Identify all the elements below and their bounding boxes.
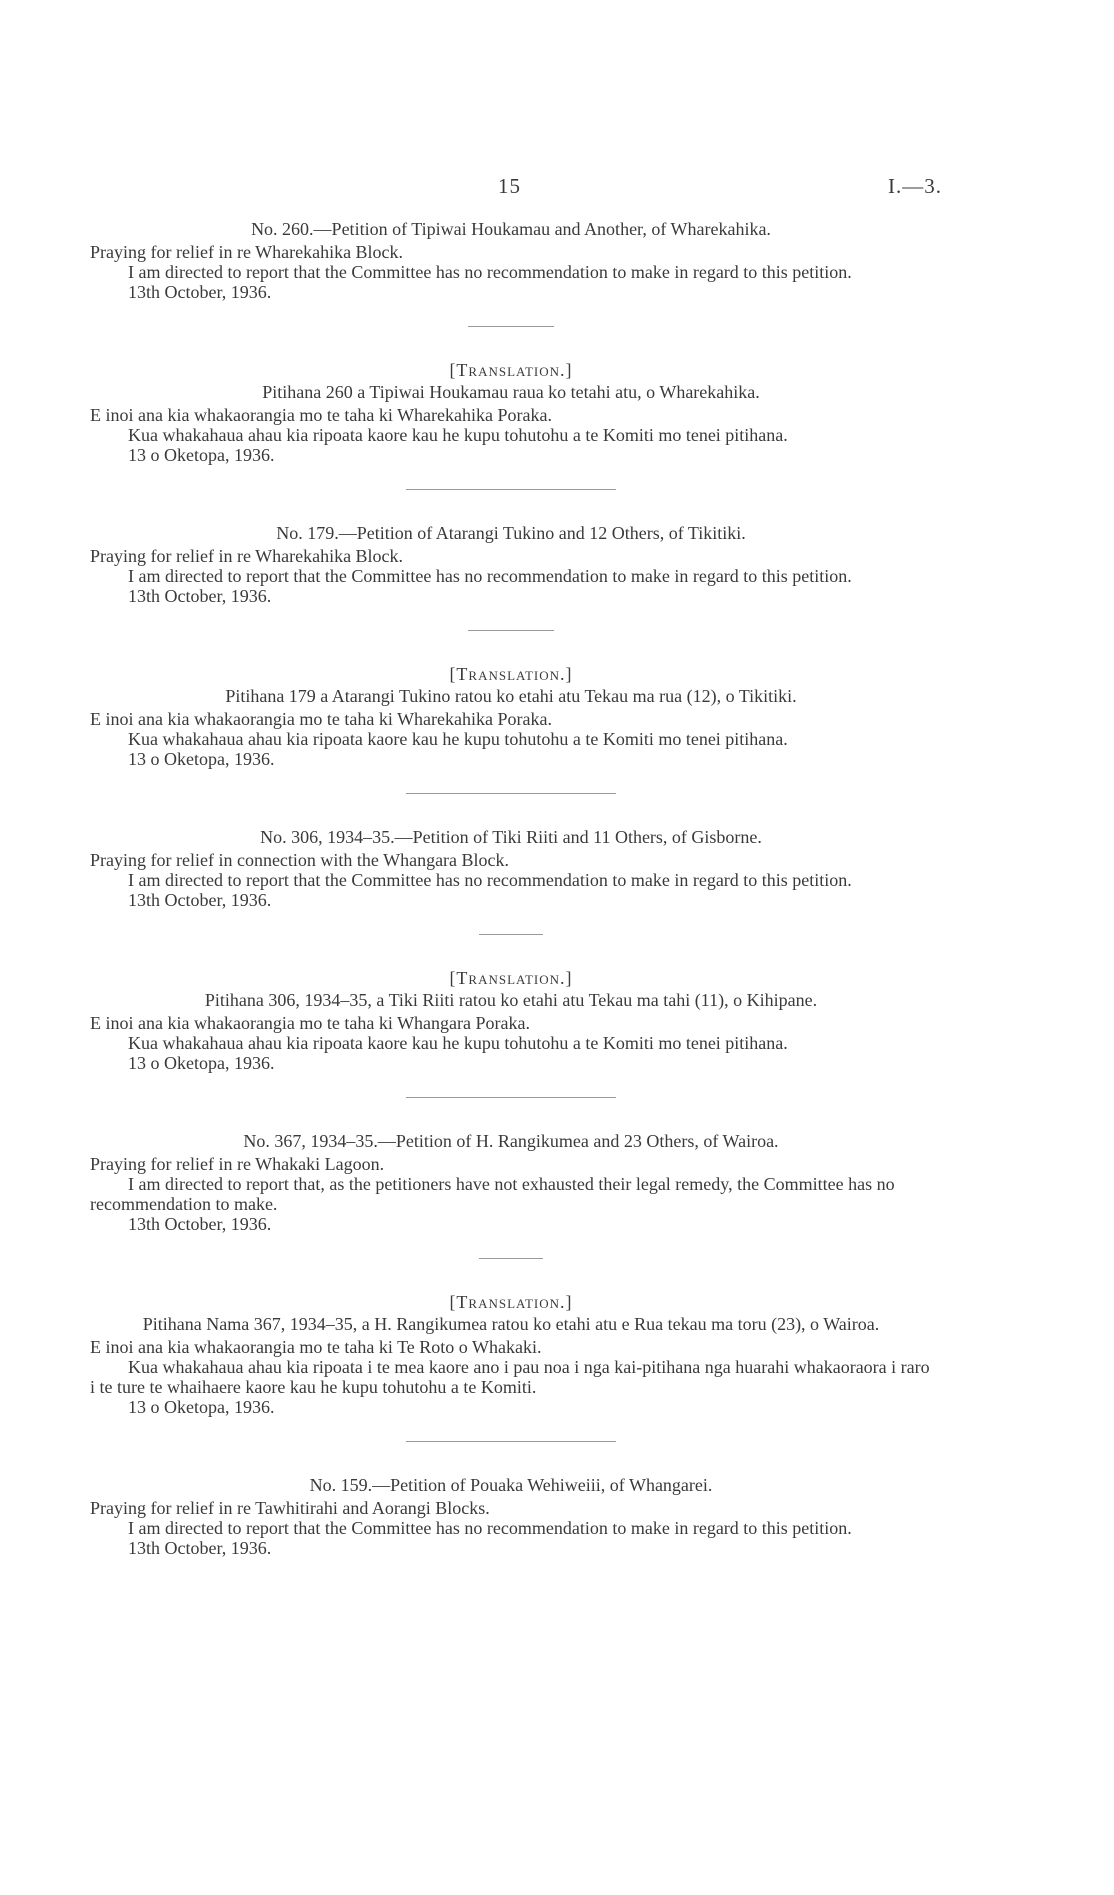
section-divider [468, 326, 554, 327]
translation-praying: E inoi ana kia whakaorangia mo te taha ki Wharekahika Poraka. [90, 709, 552, 729]
translation-date: 13 o Oketopa, 1936. [128, 445, 275, 465]
translation-entry [90, 359, 932, 465]
translation-body: Kua whakahaua ahau kia ripoata kaore kau he kupu tohutohu a te Komiti mo tenei pitihana. [128, 425, 788, 445]
section-divider [406, 1441, 616, 1442]
petition-list [90, 218, 932, 1558]
translation-title: Pitihana 179 a Atarangi Tukino ratou ko etahi atu Tekau ma rua (12), o Tikitiki. [225, 686, 797, 706]
section-divider [479, 934, 543, 935]
petition-date: 13th October, 1936. [128, 1214, 272, 1234]
petition-title: No. 306, 1934–35.—Petition of Tiki Riiti and 11 Others, of Gisborne. [260, 827, 762, 847]
translation-praying: E inoi ana kia whakaorangia mo te taha ki Whangara Poraka. [90, 1013, 530, 1033]
translation-praying: E inoi ana kia whakaorangia mo te taha ki Te Roto o Whakaki. [90, 1337, 542, 1357]
petition-entry [90, 1130, 932, 1234]
petition-praying: Praying for relief in re Wharekahika Block. [90, 242, 404, 262]
petition-praying: Praying for relief in connection with the Whangara Block. [90, 850, 510, 870]
petition-entry [90, 826, 932, 910]
translation-body: Kua whakahaua ahau kia ripoata i te mea kaore ano i pau noa i nga kai-pitihana nga huarahi whakaoraora i raro i te ture te whaihaere kaore kau he kupu tohutohu a te Komiti. [90, 1357, 930, 1397]
page-number: 15 [498, 174, 521, 198]
translation-praying: E inoi ana kia whakaorangia mo te taha ki Wharekahika Poraka. [90, 405, 552, 425]
petition-praying: Praying for relief in re Wharekahika Block. [90, 546, 404, 566]
translation-heading: [Translation.] [449, 1292, 573, 1312]
translation-title: Pitihana 260 a Tipiwai Houkamau raua ko tetahi atu, o Wharekahika. [262, 382, 760, 402]
petition-date: 13th October, 1936. [128, 1538, 272, 1558]
petition-title: No. 179.—Petition of Atarangi Tukino and 12 Others, of Tikitiki. [276, 523, 746, 543]
section-divider [406, 793, 616, 794]
petition-title: No. 367, 1934–35.—Petition of H. Rangikumea and 23 Others, of Wairoa. [243, 1131, 779, 1151]
translation-body: Kua whakahaua ahau kia ripoata kaore kau he kupu tohutohu a te Komiti mo tenei pitihana. [128, 1033, 788, 1053]
translation-heading: [Translation.] [449, 360, 573, 380]
petition-title: No. 260.—Petition of Tipiwai Houkamau and Another, of Wharekahika. [251, 219, 771, 239]
section-divider [406, 1097, 616, 1098]
petition-date: 13th October, 1936. [128, 890, 272, 910]
petition-entry [90, 522, 932, 606]
petition-date: 13th October, 1936. [128, 586, 272, 606]
petition-praying: Praying for relief in re Tawhitirahi and Aorangi Blocks. [90, 1498, 490, 1518]
translation-entry [90, 967, 932, 1073]
petition-praying: Praying for relief in re Whakaki Lagoon. [90, 1154, 385, 1174]
translation-title: Pitihana 306, 1934–35, a Tiki Riiti ratou ko etahi atu Tekau ma tahi (11), o Kihipane. [204, 990, 818, 1010]
petition-entry [90, 218, 932, 302]
petition-body: I am directed to report that the Committee has no recommendation to make in regard to this petition. [128, 566, 852, 586]
petition-body: I am directed to report that the Committee has no recommendation to make in regard to this petition. [128, 870, 852, 890]
petition-title: No. 159.—Petition of Pouaka Wehiweiii, of Whangarei. [309, 1475, 713, 1495]
section-divider [406, 489, 616, 490]
petition-body: I am directed to report that, as the petitioners have not exhausted their legal remedy, the Committee has no recommendation to make. [90, 1174, 895, 1214]
petition-entry [90, 1474, 932, 1558]
petition-body: I am directed to report that the Committee has no recommendation to make in regard to this petition. [128, 262, 852, 282]
translation-body: Kua whakahaua ahau kia ripoata kaore kau he kupu tohutohu a te Komiti mo tenei pitihana. [128, 729, 788, 749]
section-divider [468, 630, 554, 631]
petition-body: I am directed to report that the Committee has no recommendation to make in regard to this petition. [128, 1518, 852, 1538]
translation-title: Pitihana Nama 367, 1934–35, a H. Rangikumea ratou ko etahi atu e Rua tekau ma toru (23), o Wairoa. [142, 1314, 880, 1334]
translation-heading: [Translation.] [449, 968, 573, 988]
series-reference: I.—3. [888, 174, 942, 198]
translation-date: 13 o Oketopa, 1936. [128, 749, 275, 769]
translation-entry [90, 663, 932, 769]
translation-date: 13 o Oketopa, 1936. [128, 1053, 275, 1073]
section-divider [479, 1258, 543, 1259]
petition-date: 13th October, 1936. [128, 282, 272, 302]
translation-date: 13 o Oketopa, 1936. [128, 1397, 275, 1417]
translation-heading: [Translation.] [449, 664, 573, 684]
translation-entry [90, 1291, 932, 1417]
